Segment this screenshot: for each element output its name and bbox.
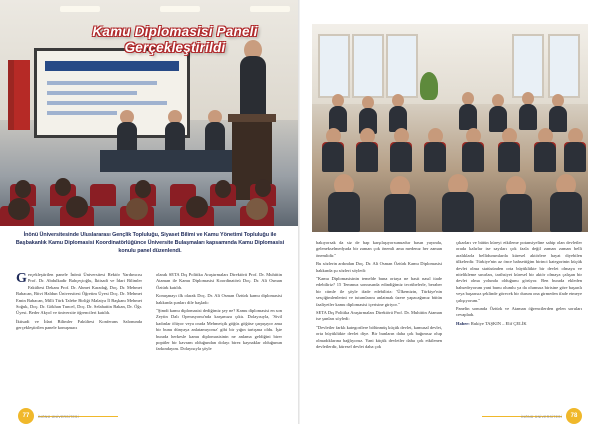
paragraph (16, 272, 142, 317)
page-number: 77 (18, 408, 34, 424)
paragraph: İktisadi ve İdari Bilimler Fakültesi Konferans Salonunda gerçekleştirilen panele konuşmacı (16, 318, 142, 331)
body-column-3 (316, 240, 442, 353)
author-credit (456, 321, 582, 327)
paragraph: Konuşmayı ilk olarak Doç. Dr. Ali Osman Öztürk kamu diplomasisi hakkında şunları dile başladı: (156, 293, 282, 305)
left-body-columns (16, 272, 288, 394)
panel-table (100, 150, 240, 172)
body-column-1 (16, 272, 142, 334)
body-column-4 (456, 240, 582, 329)
author-label: Haber: (456, 320, 470, 326)
journal-name: İNÖNÜ ÜNİVERSİTESİ (38, 415, 79, 419)
journal-name: İNÖNÜ ÜNİVERSİTESİ (521, 415, 562, 419)
article-title (60, 24, 290, 56)
title-line-1: Kamu Diplomasisi Paneli (92, 24, 258, 39)
page-number: 78 (566, 408, 582, 424)
article-lead: İnönü Üniversitesinde Uluslararası Gençlik Topluluğu, Siyaset Bilimi ve Kamu Yönetimi Topluluğu ile Başbakanlık Kamu Diplomasisi Koordinatörlüğünce Üniversite Bulaşmaları kapsamında Kamu Diplomasisi konulu panel düzenlendi. (15, 232, 285, 254)
paragraph: çıkarları ve bütün küreyi etkileme potansiyeline sahip olan devletler orada kalırlar ise sayıları çok fazla değil zaman zaman belli aralıklarla bellidurumlarda küresel aktörlere hayat diyebilen ülkelerdir. Türkiye'nin az önce bahsettiğim birinci kategorinin küçük devlet olma statüsünden orta büyüklükte bir devlet olmaya ve nitelikleme sınırları, tarihsiyet küresel bir aktör olmaya çalışan bir devlet olma yolunda olduğunu görüyor. Ben burada ekleden bahsedeyorum yani bunu olumlu ya da olumsuz birisine göre başarılı veya başarısız şeklinde görecek bir durum ona girmeden ifade etmeye çalışıyorum." (456, 240, 582, 303)
paragraph: Bu sözlerin ardından Doç. Dr. Ali Osman Öztürk Kamu Diplomasisi hakkında şu sözleri söyledi: (316, 261, 442, 273)
paragraph: olarak SETA Dış Politika Araştırmaları Direktörü Prof. Dr. Muhittin Ataman ile Kamu Diplomasisi Koordinatörü Doç. Dr. Ali Osman Öztürk katıldı. (156, 272, 282, 290)
paragraph: "Şimdi kamu diplomasisi dediğimiz şey ne? Kamu diplomasisi en son Zeytin Dalı Operasyonu'nda karşımıza çıktı. Dolayısıyla, 'Sivil kadınlar ölüyor veya orada Mehmetçik göğüs göğüse çarpışıyor ama bir bunu dünyaya anlatamıyoruz' gibi bir yığın tartışma oldu. İşte burada herkesle kamu diplomasisinin ne anlama geldiğini birer popüler bir kavram olduğundan dolayı birez kaynaklar olduğunun farkındayım. Dolayısıyla şöyle (156, 308, 282, 352)
paragraph: bakıyorsak da siz de bap karşılaşıyorsunuzdur basın yayında, gelenekselmedyada bir zaman çok önemli ama medenız her zaman önemlidir." (316, 240, 442, 258)
body-column-2 (156, 272, 282, 355)
paragraph-text: erçekleştirilen panele İnönü Üniversitesi Rektör Yardımcısı Prof. Dr. Abdulkadir Bahçeçioğlu, İktisadi ve İdari Bilimler Fakültesi Dekanı Prof. Dr. Ahmet Karadağ, Doç. Dr. Mehmet Babacan, Bitvi Haldun Üniversitesi Öğretim Üyesi Doç. Dr. Mehmet Emin Babacan, Milli Türk Talebe Birliği Malatya İl Başkanı Mehmet Soğuk, Doç. Dr. Gökhan Tuncel, Doç. Dr. Selahattin Bakan, Dr. Öğr. Üyesi. Beder Akyol ve üniversite öğrencileri katıldı. (16, 272, 142, 316)
title-line-2: Gerçekleştirildi (124, 40, 226, 55)
paragraph: Panelin sonunda Öztürk ve Ataman öğrencilerden gelen soruları cevapladı. (456, 306, 582, 318)
flag-icon (8, 60, 30, 130)
right-page (300, 0, 600, 424)
paragraph: "Kamu Diplomasisinin temelde buna ortaya ne basit nasıl itade edebiliriz? 15 Temmuz sonrasında edindiğimiz tecrübelerle, beraber bir cümle ile şöyle ifade edebiliriz: 'Ülkemizin, Türkiye'nin sesçiğimlenlerini ve tutumlarını anlatmak üzere yapacağımız bütün faaliyetler kamu diplomasisi içerisine giriyor." (316, 276, 442, 307)
drop-cap: G (16, 271, 27, 286)
paragraph: "Devletler farklı kategorilere bölünmüş küçük devlet, kamusal devlet, orta büyüklükte devlet diye. Bir bunların daha çok bağımsız olup olmadıklarına bağlıyoruz. Yani küçük devletler daha çok etkilenen devletlerdir, küresel devlet daha çok (316, 324, 442, 350)
audience-photo (312, 24, 588, 232)
panel-photo-stage (0, 0, 300, 226)
paragraph: SETA Dış Politika Araştırmaları Direktörü Prof. Dr. Muhittin Ataman ise şunları söyledi: (316, 310, 442, 322)
author-name: Rukiye TAŞKIN – Elif ÇELİK (470, 320, 527, 326)
right-body-columns (316, 240, 586, 398)
